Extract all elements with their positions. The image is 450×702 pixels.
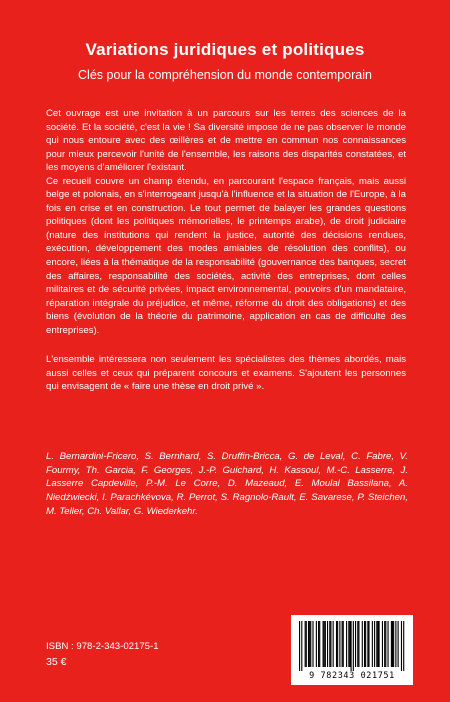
blurb-paragraph-2: Ce recueil couvre un champ étendu, en parcourant l'espace français, mais aussi belge et polonais, en s'interrogeant jusqu'à l'influence et la situation de l'Europe, à la fois en crise et en construction. Le tout permet de balayer les grandes questions politiques (dont les politiques mémorielles, le printemps arabe), de droit judiciaire (nature des institutions qui rendent la justice, autorité des décisions rendues, exécution, développement des modes amiables de résolution des conflits), ou encore, liées à la thématique de la responsabilité (gouvernance des banques, secret des affaires, responsabilité des sociétés, activité des entreprises, dont celles militaires et de sécurité privées, impact environnemental, pouvoirs d'un mandataire, réparation intégrale du préjudice, et même, réforme du droit des obligations) et des biens (évolution de la théorie du patrimoine, application en cas de difficulté des entreprises). (46, 175, 406, 336)
blurb-paragraph-1: Cet ouvrage est une invitation à un parcours sur les terres des sciences de la société. Et la société, c'est la vie ! Sa diversité impose de ne pas observer le monde qui nous entoure avec des œillères et de mettre en commun nos connaissances pour mieux percevoir l'unité de l'ensemble, les raisons des disparités constatées, et les moyens d'améliorer l'existant. (46, 108, 406, 174)
isbn: ISBN : 978-2-343-02175-1 (46, 641, 159, 652)
price: 35 € (46, 656, 67, 668)
blurb-paragraph-3: L'ensemble intéressera non seulement les spécialistes des thèmes abordés, mais aussi celles et ceux qui préparent concours et examens. S'ajoutent les personnes qui envisagent de « faire une thèse en droit privé ». (46, 354, 406, 393)
book-title: Variations juridiques et politiques (85, 40, 365, 59)
authors-list: L. Bernardini-Fricero, S. Bernhard, S. Druffin-Bricca, G. de Leval, C. Fabre, V. Fourmy, Th. Garcia, F. Georges, J.-P. Guichard, H. Kassoul, M.-C. Lasserre, J. Lasserre Capdeville, P.-M. Le Corre, D. Mazeaud, E. Moulal Bassilana, A. Niedźwiecki, I. Parachkévova, R. Perrot, S. Ragnolo-Rault, E. Savarese, P. Steichen, M. Teller, Ch. Vallar, G. Wiederkehr. (46, 451, 408, 517)
blurb (46, 107, 406, 394)
barcode-digits: 9 782343 021751 (309, 671, 395, 681)
book-subtitle: Clés pour la compréhension du monde contemporain (78, 68, 372, 82)
barcode (291, 615, 413, 685)
barcode-bars (291, 615, 413, 673)
